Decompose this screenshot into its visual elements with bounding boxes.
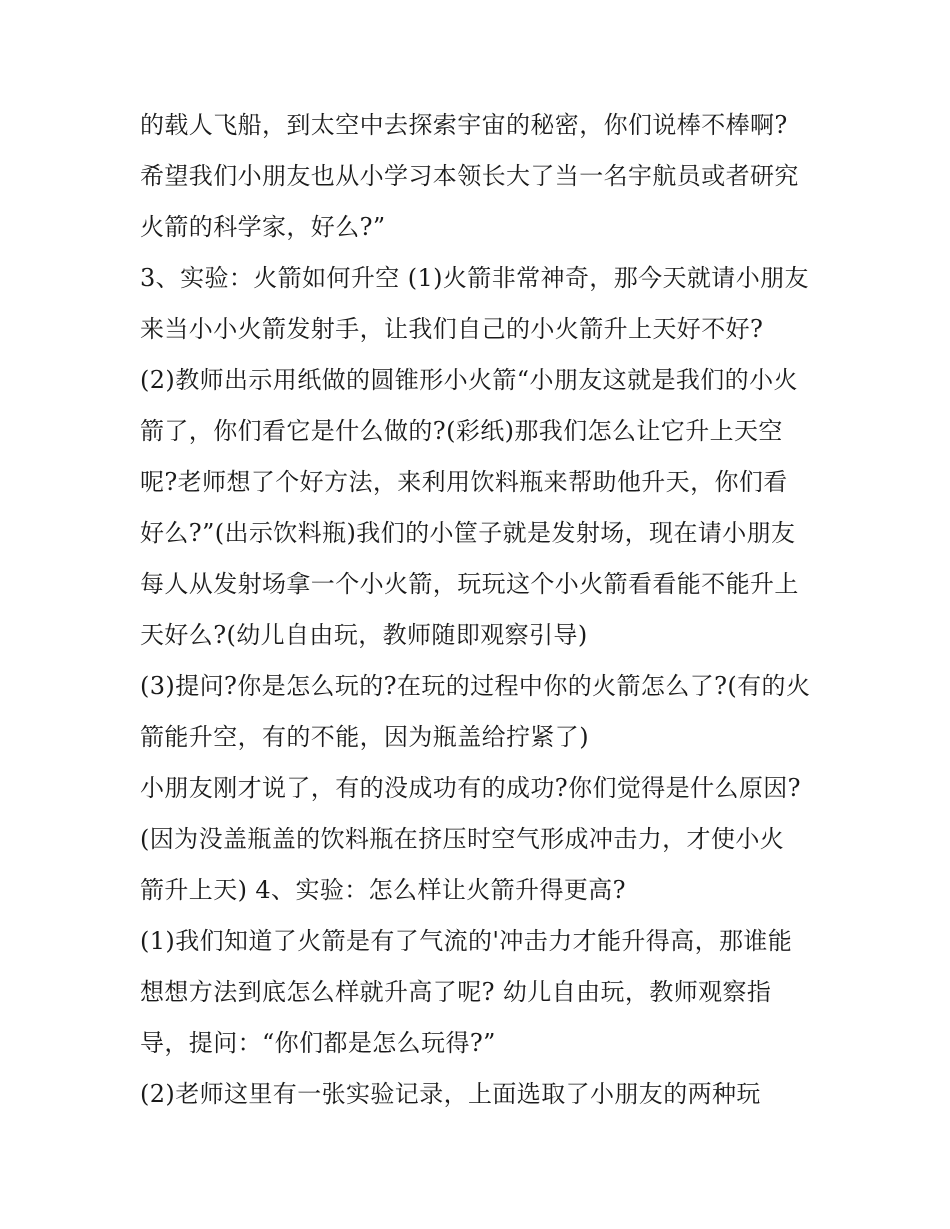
- text-line: 来当小小火箭发射手，让我们自己的小火箭升上天好不好?: [140, 315, 764, 343]
- text-line: 箭能升空，有的不能，因为瓶盖给拧紧了): [140, 723, 589, 751]
- text-line: 的载人飞船，到太空中去探索宇宙的秘密，你们说棒不棒啊?: [140, 111, 788, 139]
- text-line: (2)教师出示用纸做的圆锥形小火箭“小朋友这就是我们的小火: [140, 366, 798, 394]
- text-line: 小朋友刚才说了，有的没成功有的成功?你们觉得是什么原因?: [140, 774, 801, 802]
- text-line: (2)老师这里有一张实验记录，上面选取了小朋友的两种玩: [140, 1080, 761, 1108]
- text-line: 希望我们小朋友也从小学习本领长大了当一名宇航员或者研究: [140, 162, 799, 190]
- text-line: (3)提问?你是怎么玩的?在玩的过程中你的火箭怎么了?(有的火: [140, 672, 811, 700]
- document-body: [140, 100, 830, 1120]
- text-line: 箭了，你们看它是什么做的?(彩纸)那我们怎么让它升上天空: [140, 417, 783, 445]
- text-line: 每人从发射场拿一个小火箭，玩玩这个小火箭看看能不能升上: [140, 570, 799, 598]
- text-line: 天好么?(幼儿自由玩，教师随即观察引导): [140, 621, 588, 649]
- text-line: 导，提问：“你们都是怎么玩得?”: [140, 1029, 496, 1057]
- text-line: 好么?”(出示饮料瓶)我们的小筐子就是发射场，现在请小朋友: [140, 519, 796, 547]
- text-line: 火箭的科学家，好么?”: [140, 213, 386, 241]
- text-line: 箭升上天) 4、实验：怎么样让火箭升得更高?: [140, 876, 626, 904]
- text-line: 3、实验：火箭如何升空 (1)火箭非常神奇，那今天就请小朋友: [140, 264, 809, 292]
- text-line: (1)我们知道了火箭是有了气流的'冲击力才能升得高，那谁能: [140, 927, 793, 955]
- text-line: (因为没盖瓶盖的饮料瓶在挤压时空气形成冲击力，才使小火: [140, 825, 785, 853]
- text-line: 呢?老师想了个好方法，来利用饮料瓶来帮助他升天，你们看: [140, 468, 788, 496]
- text-line: 想想方法到底怎么样就升高了呢? 幼儿自由玩，教师观察指: [140, 978, 772, 1006]
